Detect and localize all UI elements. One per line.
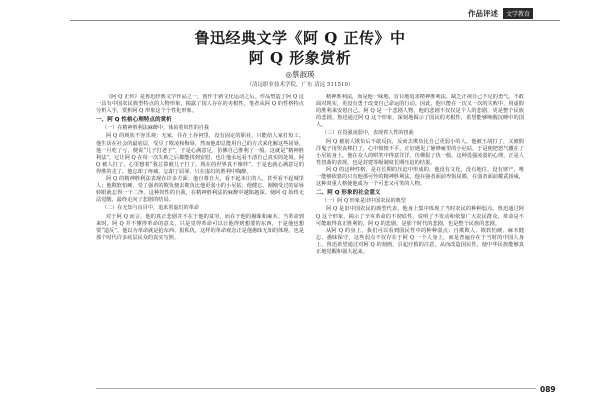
section-heading: 一、阿 Q 性格心理特点的赏析 — [96, 117, 172, 124]
paragraph: 从阿 Q 的身上，我们可以看到国民性中的种种弱点：自欺欺人、欺软怕硬、麻木健忘、愚昧保守。这些弱点不仅存在于阿 Q 一个人身上，而是普遍存在于当时的中国人身上。鲁迅希望通过对阿 Q 的刻画，引起疗救的注意，从而改造国民性，使中华民族能够真正地觉醒和强大起来。 — [316, 227, 524, 255]
paragraph: 阿 Q 的现状不容乐观：无家，住在土谷祠里，没有固定的职业，只能给人家打短工。他生活在社会的最底层，受尽了欺凌和侮辱，然而他却总能用自己的方式来化解这些屈辱。他一旦吃了亏，便说“儿子打老子”，于是心满意足，仿佛自己胜利了一般。这就是“精神胜利法”，它让阿 Q 在每一次失败之后都能找到安慰，也让他永远看不清自己真实的处境。阿 Q 被人打了，心里想着“我总算被儿子打了，现在的世界真不像样”，于是也就心满意足的得胜的走了。他忘却了疼痛，忘却了屈辱，只在虚幻的胜利中陶醉。 — [96, 133, 304, 175]
header-divider — [70, 20, 560, 21]
article-title-line-1: 鲁迅经典文学《阿 Q 正传》中 — [194, 29, 406, 47]
paragraph: 阿 Q 是旧中国农民的典型代表，他身上集中体现了当时农民的种种弱点。鲁迅通过阿 Q 这个形象，揭示了辛亥革命的不彻底性，说明了不发动和依靠广大农民群众，革命是不可能取得真正胜利的。阿 Q 的悲剧，是那个时代的悲剧，也是整个民族的悲剧。 — [316, 206, 524, 227]
paragraph: 精神胜利法，而是他一味地、盲目地追求精神胜利法，缺乏正视自己不足的勇气。不敢面对现实，更没有勇于改变自己命运的行动。因此，他只能在一次又一次的失败中，用虚假的胜利来安慰自己。阿 Q 是一个悲剧人物，他的悲剧不仅仅是个人的悲剧，更是整个民族的悲剧。鲁迅通过阿 Q 这个形象，深刻地揭示了国民的劣根性，希望能够唤醒沉睡中的国人。 — [316, 94, 524, 129]
section-box-label: 文学教育 — [503, 8, 533, 19]
paragraph: 对于阿 Q 而言，他的真正悲剧并不在于他的贫穷，而在于他的愚昧和麻木。当革命到来时，阿 Q 并不懂得革命的意义，只是觉得革命可以让他得到想要的东西，于是他也想要“造反”。他以为革命就是抢东西、报私仇，这样的革命观念正是他愚昧无知的体现，也是那个时代许多底层民众的真实写照。 — [96, 213, 304, 241]
subsection-heading: （二）在无知与盲目中，追求着虚幻的革命 — [102, 205, 199, 212]
paragraph: 阿 Q 的这种性格，是在长期的压迫中形成的。他没有文化，没有地位，没有财产，唯一能够依靠的只有他那可怜的精神胜利法。他在强者面前卑躬屈膝，在弱者面前耀武扬威，这种双重人格使他成为一个可悲又可笑的人物。 — [316, 166, 524, 188]
left-text-column — [96, 94, 304, 384]
header-section-tag — [468, 7, 533, 19]
subsection-heading: （一）阿 Q 形象是旧中国农民的典型 — [322, 198, 406, 205]
author-affiliation: （清远职业技术学院，广东 清远 511510） — [246, 82, 354, 88]
paragraph: 《阿 Q 正传》是鲁迅经典文学作品之一，创作于新文化运动之后。作品塑造了阿 Q 这一具有中国农民典型特点的人物形象，揭露了国人存在的劣根性。笔者从阿 Q 的性格特点分析入手，赏析阿 Q 形象这个个性化形象。 — [96, 94, 304, 115]
author-name: ◎蔡淑瑛 — [285, 70, 315, 79]
paragraph: 阿 Q 的精神胜利法表现在许多方面：他自尊自大，看不起未庄的人，甚至看不起城里人；他欺软怕硬，受了强者的欺负便去欺负比他更弱小的小尼姑；他健忘，刚刚受过的屈辱转眼就忘得一干二净。这种奴性的自我，在精神胜利法的麻醉中越陷越深，使阿 Q 始终无法觉醒，最终走向了悲剧的结局。 — [96, 176, 304, 204]
section-label: 作品评述 — [468, 8, 498, 18]
footer-divider — [96, 388, 536, 389]
paragraph: 阿 Q 被别人欺负后不敢反抗，反而去欺负比自己更弱小的人。他被王胡打了，又被假洋鬼子用哭丧棒打了，心中愤愤不平，正好遇见了静修庵里的小尼姑，于是便把怒气撒在了小尼姑身上。他在众人的哄笑中得意洋洋，仿佛报了仇一般。这种畏强凌弱的心理，正是人性扭曲的表现，也是封建等级制度长期压迫的结果。 — [316, 138, 524, 166]
section-heading: 二、阿 Q 形象的社会意义 — [316, 190, 381, 197]
subsection-heading: （一）在精神胜利法麻醉中，体验着奴性的自我 — [102, 125, 209, 132]
subsection-heading: （三）在畏强凌弱中，表现着人性的扭曲 — [322, 130, 414, 137]
page-number: 089 — [540, 385, 556, 394]
article-title-line-2: 阿 Q 形象赏析 — [248, 49, 352, 67]
right-text-column — [316, 94, 524, 384]
